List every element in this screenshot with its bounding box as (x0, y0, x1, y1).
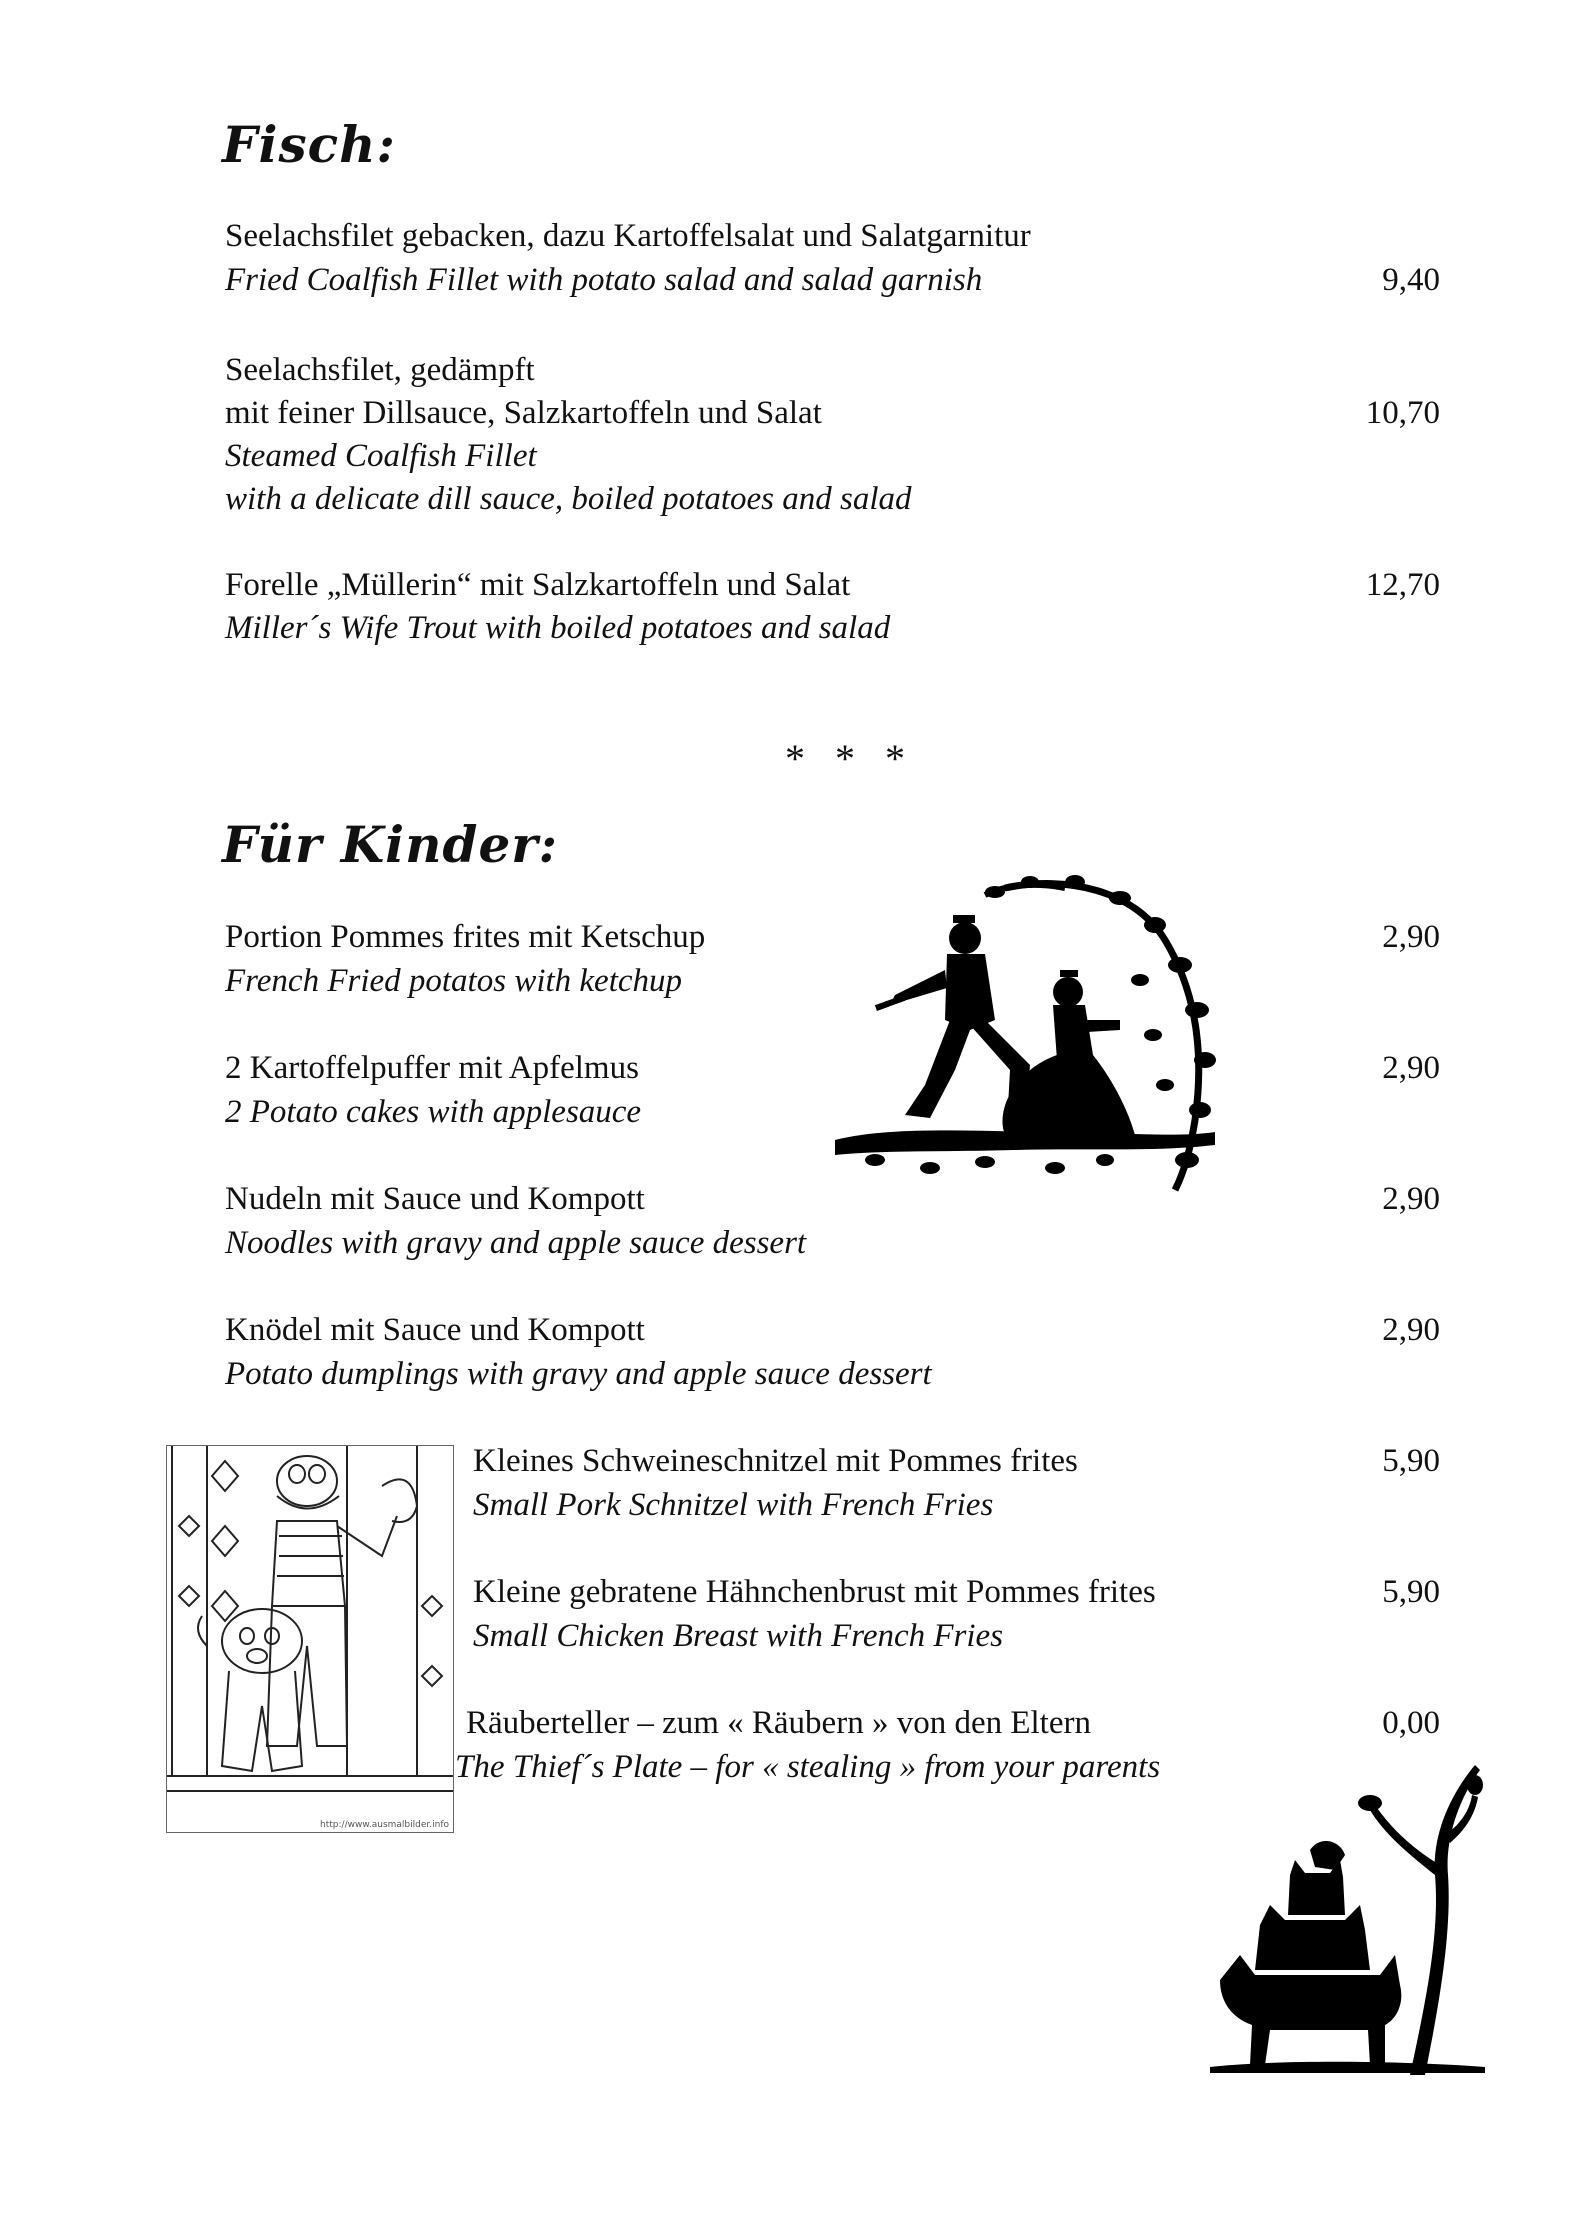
menu-item-name: Knödel mit Sauce und Kompott (225, 1312, 645, 1348)
man-and-dog-illustration (167, 1446, 453, 1816)
menu-item-translation: Potato dumplings with gravy and apple sauce dessert (225, 1356, 932, 1392)
menu-item-translation-line2: with a delicate dill sauce, boiled potatoes and salad (225, 481, 912, 517)
menu-item-translation: Small Chicken Breast with French Fries (473, 1618, 1004, 1654)
menu-item-price: 5,90 (1382, 1443, 1440, 1479)
coloring-page-caption: http://www.ausmalbilder.info (320, 1820, 449, 1830)
menu-item-price: 2,90 (1382, 1312, 1440, 1348)
menu-item-translation: Miller´s Wife Trout with boiled potatoes and salad (225, 610, 891, 646)
coloring-page-image (166, 1445, 454, 1833)
menu-item-price: 5,90 (1382, 1574, 1440, 1610)
menu-item-name: Kleine gebratene Hähnchenbrust mit Pommes frites (473, 1574, 1156, 1610)
menu-item-name: 2 Kartoffelpuffer mit Apfelmus (225, 1050, 639, 1086)
menu-item-name: Nudeln mit Sauce und Kompott (225, 1181, 645, 1217)
menu-item-translation: French Fried potatos with ketchup (225, 963, 683, 999)
menu-item-name: Seelachsfilet, gedämpft (225, 352, 535, 388)
section-heading-fisch: Fisch: (222, 115, 396, 174)
menu-item-name: Portion Pommes frites mit Ketschup (225, 919, 706, 955)
menu-item-translation: Steamed Coalfish Fillet (225, 438, 537, 474)
menu-item-price: 2,90 (1382, 1181, 1440, 1217)
menu-item-name: Kleines Schweineschnitzel mit Pommes frites (473, 1443, 1078, 1479)
menu-item-name-line2: mit feiner Dillsauce, Salzkartoffeln und Salat (225, 395, 822, 431)
menu-item-price: 12,70 (1365, 567, 1440, 603)
menu-item-translation: The Thief´s Plate – for « stealing » from your parents (455, 1749, 1161, 1785)
menu-item-price: 2,90 (1382, 1050, 1440, 1086)
menu-item-translation: Fried Coalfish Fillet with potato salad and salad garnish (225, 262, 983, 298)
menu-item-price: 9,40 (1382, 262, 1440, 298)
menu-item-translation: Small Pork Schnitzel with French Fries (473, 1487, 994, 1523)
menu-item-price: 10,70 (1365, 395, 1440, 431)
section-separator: * * * (785, 736, 915, 781)
menu-item-name: Räuberteller – zum « Räubern » von den Eltern (466, 1705, 1091, 1741)
menu-item-name: Forelle „Müllerin“ mit Salzkartoffeln und Salat (225, 567, 851, 603)
menu-item-price: 0,00 (1382, 1705, 1440, 1741)
prince-princess-silhouette-image (835, 870, 1275, 1215)
animals-tree-silhouette-image (1210, 1755, 1485, 2085)
menu-item-translation: Noodles with gravy and apple sauce dessert (225, 1225, 807, 1261)
menu-item-translation: 2 Potato cakes with applesauce (225, 1094, 642, 1130)
menu-item-name: Seelachsfilet gebacken, dazu Kartoffelsalat und Salatgarnitur (225, 218, 1031, 254)
menu-item-price: 2,90 (1382, 919, 1440, 955)
section-heading-kinder: Für Kinder: (222, 815, 559, 874)
